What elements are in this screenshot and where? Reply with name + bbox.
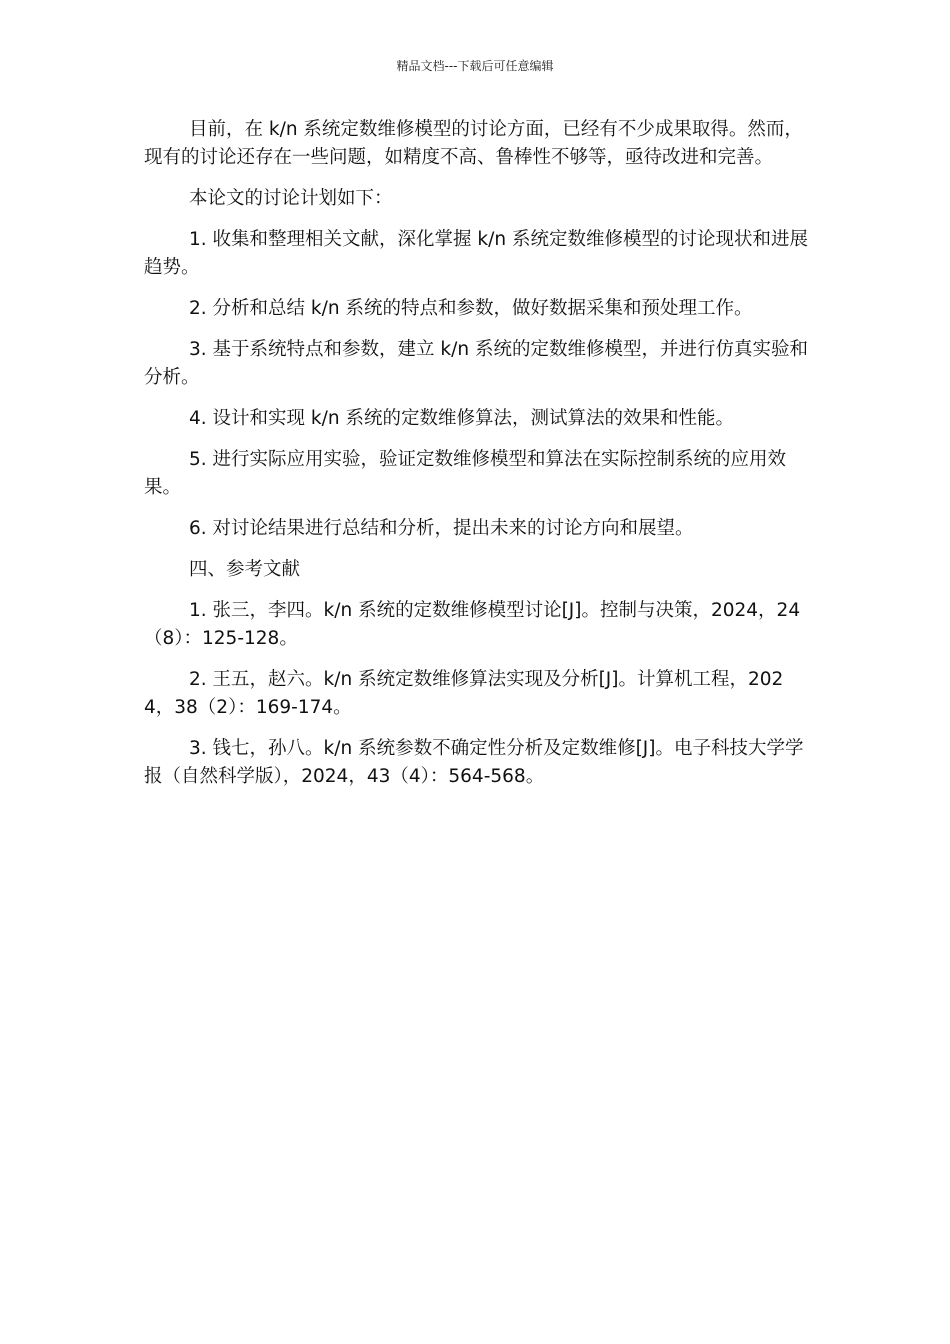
plan-item-2: 2. 分析和总结 k/n 系统的特点和参数，做好数据采集和预处理工作。: [189, 298, 753, 319]
plan-heading: 本论文的讨论计划如下：: [189, 188, 393, 209]
plan-item-3: 3. 基于系统特点和参数，建立 k/n 系统的定数维修模型，并进行仿真实验和分析。: [144, 339, 808, 388]
reference-item-3: 3. 钱七，孙八。k/n 系统参数不确定性分析及定数维修[J]。电子科技大学学报（自然科学版），2024，43（4）：564-568。: [144, 738, 804, 787]
document-body: [144, 116, 812, 804]
intro-paragraph: 目前，在 k/n 系统定数维修模型的讨论方面，已经有不少成果取得。然而，现有的讨论还存在一些问题，如精度不高、鲁棒性不够等，亟待改进和完善。: [144, 119, 803, 168]
plan-item-5: 5. 进行实际应用实验，验证定数维修模型和算法在实际控制系统的应用效果。: [144, 449, 787, 498]
plan-item-1: 1. 收集和整理相关文献，深化掌握 k/n 系统定数维修模型的讨论现状和进展趋势。: [144, 229, 808, 278]
plan-item-4: 4. 设计和实现 k/n 系统的定数维修算法，测试算法的效果和性能。: [189, 408, 734, 429]
reference-item-1: 1. 张三，李四。k/n 系统的定数维修模型讨论[J]。控制与决策，2024，24（8）：125-128。: [144, 600, 801, 649]
plan-item-6: 6. 对讨论结果进行总结和分析，提出未来的讨论方向和展望。: [189, 518, 694, 539]
page-header: 精品文档---下载后可任意编辑: [396, 59, 554, 73]
reference-item-2: 2. 王五，赵六。k/n 系统定数维修算法实现及分析[J]。计算机工程，2024，38（2）：169-174。: [144, 669, 784, 718]
references-heading: 四、参考文献: [189, 559, 301, 580]
